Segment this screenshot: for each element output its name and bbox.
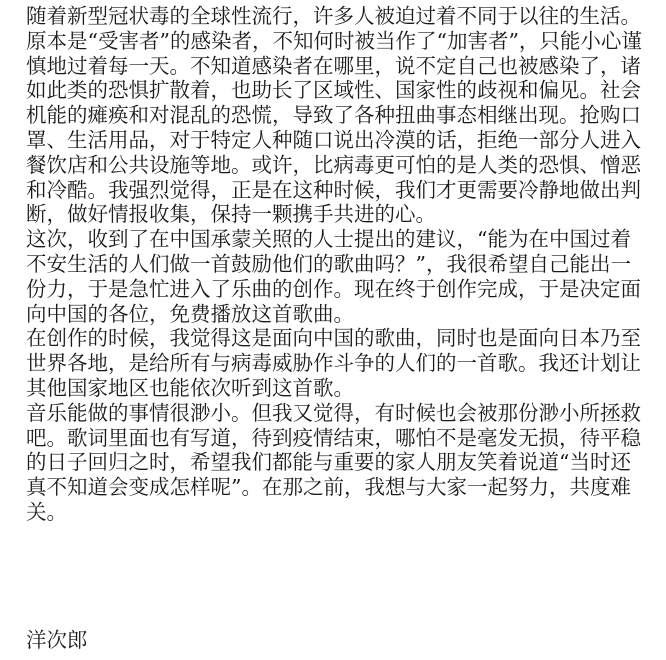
paragraph-song-purpose: 在创作的时候，我觉得这是面向中国的歌曲，同时也是面向日本乃至世界各地，是给所有与病毒威胁作斗争的人们的一首歌。我还计划让其他国家地区也能依次听到这首歌。 <box>26 326 641 400</box>
paragraph-pandemic-impact: 随着新型冠状毒的全球性流行，许多人被迫过着不同于以往的生活。原本是“受害者”的感染者，不知何时被当作了“加害者”，只能小心谨慎地过着每一天。不知道感染者在哪里，说不定自己也被感染了，诸如此类的恐惧扩散着，也助长了区域性、国家性的歧视和偏见。社会机能的瘫痪和对混乱的恐慌，导致了各种扭曲事态相继出现。抢购口罩、生活用品，对于特定人种随口说出冷漠的话，拒绝一部分人进入餐饮店和公共设施等地。或许，比病毒更可怕的是人类的恐惧、憎恶和冷酷。我强烈觉得，正是在这种时候，我们才更需要冷静地做出判断，做好情报收集，保持一颗携手共进的心。 <box>26 4 642 227</box>
letter-body <box>26 4 646 525</box>
paragraph-music-hope: 音乐能做的事情很渺小。但我又觉得，有时候也会被那份渺小所拯救吧。歌词里面也有写道，待到疫情结束，哪怕不是毫发无损，待平稳的日子回归之时，希望我们都能与重要的家人朋友笑着说道“当时还真不知道会变成怎样呢”。在那之前，我想与大家一起努力，共度难关。 <box>26 400 641 524</box>
paragraph-song-request: 这次，收到了在中国承蒙关照的人士提出的建议，“能为在中国过着不安生活的人们做一首鼓励他们的歌曲吗？”，我很希望自己能出一份力，于是急忙进入了乐曲的创作。现在终于创作完成，于是决定面向中国的各位，免费播放这首歌曲。 <box>26 227 641 326</box>
signature: 洋次郎 <box>26 628 88 652</box>
